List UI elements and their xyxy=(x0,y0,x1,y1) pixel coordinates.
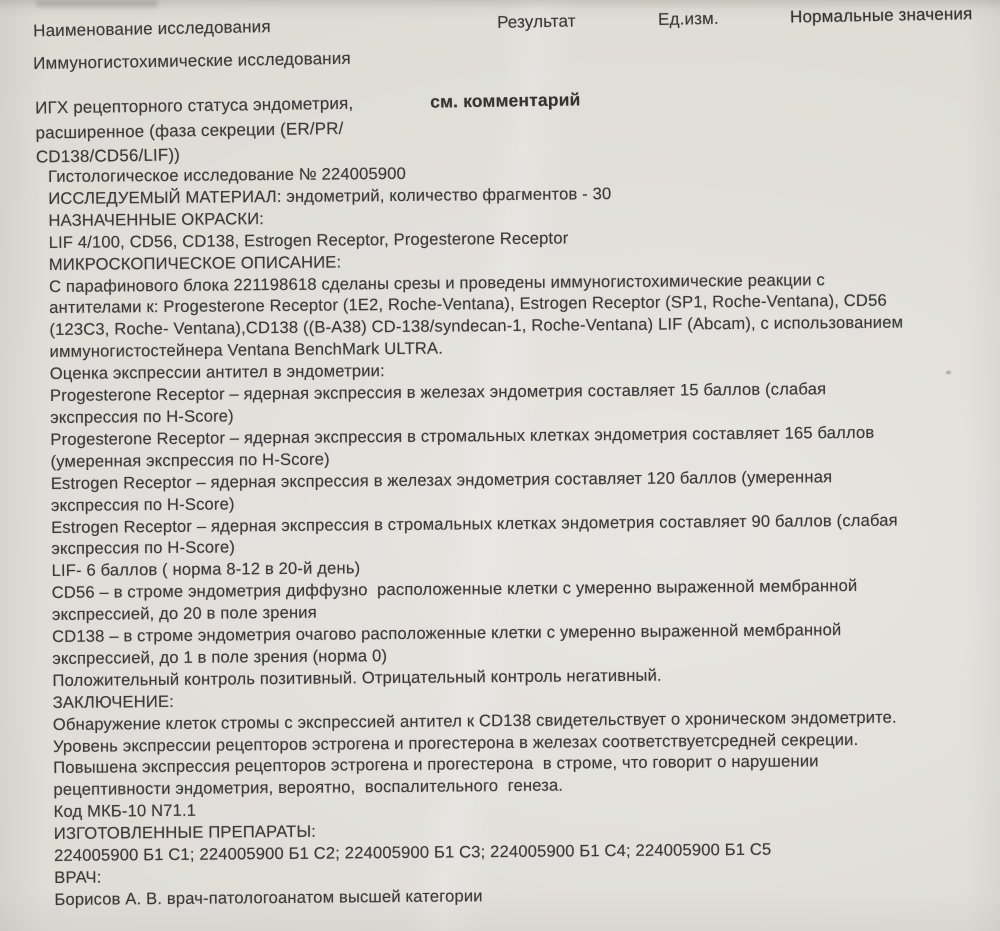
comment-line: антителами к: Progesterone Receptor (1E2, Roche-Ventana), Estrogen Receptor (SP1, Roche-Ventana), CD56 xyxy=(49,291,887,318)
comment-line-doctor-name: Борисов А. В. врач-патологоанатом высшей категории xyxy=(54,886,483,909)
comment-line: С парафинового блока 221198618 сделаны срезы и проведены иммуногистохимические реакции с xyxy=(48,269,825,296)
test-result-see-comment: см. комментарий xyxy=(429,89,581,112)
comment-line-doctor-heading: ВРАЧ: xyxy=(54,867,102,887)
comment-line: экспрессия по H-Score) xyxy=(50,493,235,515)
column-header-normal-values: Нормальные значения xyxy=(789,4,973,27)
cut-off-text-remnant xyxy=(36,0,158,7)
report-comment-body xyxy=(48,158,994,911)
comment-line-stains-list: LIF 4/100, CD56, CD138, Estrogen Receptor, Progesterone Receptor xyxy=(48,228,569,252)
comment-line-material: ИССЛЕДУЕМЫЙ МАТЕРИАЛ: эндометрий, количество фрагментов - 30 xyxy=(48,183,612,208)
comment-line-conclusion: Обнаружение клеток стромы с экспрессией антител к CD138 свидетельствует о хроническом эндометрите. xyxy=(52,707,897,734)
comment-line-cd56: CD56 – в строме эндометрия диффузно расположенные клетки с умеренно выраженной мембранной xyxy=(51,576,858,603)
section-title-immunohistochemistry: Иммуногистохимические исследования xyxy=(33,48,351,73)
comment-line-conclusion-heading: ЗАКЛЮЧЕНИЕ: xyxy=(52,691,174,712)
paper-speck xyxy=(946,371,951,374)
comment-line-conclusion: Уровень экспрессии рецепторов эстрогена и прогестерона в железах соответствуетсредней секреции. xyxy=(52,729,859,756)
test-row xyxy=(0,82,1000,167)
comment-line-cd138: CD138 – в строме эндометрия очагово расположенные клетки с умеренно выраженной мембранной xyxy=(52,620,842,647)
comment-line-pr-stroma: Progesterone Receptor – ядерная экспрессия в стромальных клетках эндометрия составляет 165 баллов xyxy=(50,422,875,449)
test-name xyxy=(35,92,354,171)
column-header-result: Результат xyxy=(496,11,576,32)
comment-line-conclusion: Повышена экспрессия рецепторов эстрогена и прогестерона в строме, что говорит о нарушении xyxy=(53,751,819,778)
comment-line: (123C3, Roche- Ventana),CD138 ((B-A38) CD-138/syndecan-1, Roche-Ventana) LIF (Abcam), с использованием xyxy=(49,312,904,340)
comment-line-icd-code: Код МКБ-10 N71.1 xyxy=(53,801,197,822)
comment-line-expression-heading: Оценка экспрессии антител в эндометрии: xyxy=(49,361,385,384)
comment-line-conclusion: рецептивности эндометрия, вероятно, воспалительного генеза. xyxy=(53,775,564,800)
comment-line-slides-list: 224005900 Б1 С1; 224005900 Б1 С2; 224005900 Б1 С3; 224005900 Б1 С4; 224005900 Б1 С5 xyxy=(53,839,772,866)
test-name-line: расширенное (фаза секреции (ER/PR/ xyxy=(35,118,344,143)
test-name-line: ИГХ рецепторного статуса эндометрия, xyxy=(35,93,354,118)
comment-line-slides-heading: ИЗГОТОВЛЕННЫЕ ПРЕПАРАТЫ: xyxy=(53,821,317,844)
comment-line-pr-glands: Progesterone Receptor – ядерная экспрессия в железах эндометрия составляет 15 баллов (слабая xyxy=(49,379,827,406)
comment-line-lif-score: LIF- 6 баллов ( норма 8-12 в 20-й день) xyxy=(51,558,361,581)
comment-line-controls: Положительный контроль позитивный. Отрицательный контроль негативный. xyxy=(52,665,662,690)
comment-line: экспрессия по H-Score) xyxy=(50,406,234,427)
column-header-unit: Ед.изм. xyxy=(657,8,719,29)
comment-line: иммуногистостейнера Ventana BenchMark ULTRA. xyxy=(49,338,444,362)
test-name-line: CD138/CD56/LIF)) xyxy=(35,145,181,167)
comment-line: экспрессией, до 20 в поле зрения xyxy=(51,602,317,625)
comment-line-er-stroma: Estrogen Receptor – ядерная экспрессия в стромальных клетках эндометрия составляет 90 баллов (слабая xyxy=(51,510,898,537)
comment-line-histology-number: Гистологическое исследование № 224005900 xyxy=(48,163,407,186)
comment-line-microscopy-heading: МИКРОСКОПИЧЕСКОЕ ОПИСАНИЕ: xyxy=(48,252,342,274)
column-header-test-name: Наименование исследования xyxy=(32,17,271,41)
comment-line: (умеренная экспрессия по H-Score) xyxy=(50,449,330,471)
comment-line: экспрессией, до 1 в поле зрения (норма 0) xyxy=(52,645,388,668)
comment-line-er-glands: Estrogen Receptor – ядерная экспрессия в железах эндометрия составляет 120 баллов (умеренная xyxy=(50,466,833,493)
comment-line: экспрессия по H-Score) xyxy=(51,537,236,559)
comment-line-stains-heading: НАЗНАЧЕННЫЕ ОКРАСКИ: xyxy=(48,208,265,230)
